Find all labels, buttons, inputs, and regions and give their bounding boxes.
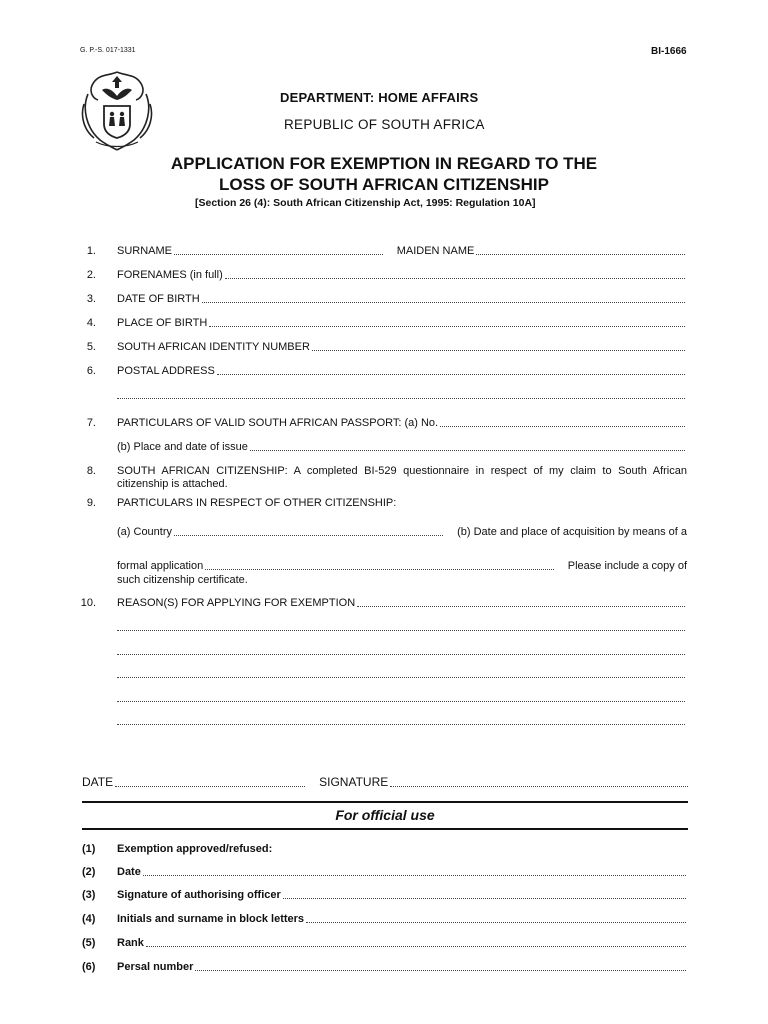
item-number: 8. [86,465,96,477]
item-number: 1. [86,245,96,257]
item-number: 2. [86,269,96,281]
form-subtitle: [Section 26 (4): South African Citizenship Act, 1995: Regulation 10A] [195,197,536,209]
item-number: 10. [80,597,96,609]
forenames-label: FORENAMES (in full) [117,269,223,281]
official-item-number: (3) [82,889,96,901]
reasons-field-line[interactable] [117,692,685,702]
field-row-identity-number [117,341,685,353]
item-number: 7. [86,417,96,429]
field-row-reasons-line [117,715,685,727]
exemption-status-label: Exemption approved/refused: [117,843,273,855]
reasons-field-line[interactable] [117,645,685,655]
citizenship-statement-line2: citizenship is attached. [117,478,228,490]
department-name: DEPARTMENT: HOME AFFAIRS [280,90,479,105]
passport-issue-label: (b) Place and date of issue [117,441,248,453]
authorising-signature-label: Signature of authorising officer [117,889,281,901]
form-title-line2: LOSS OF SOUTH AFRICAN CITIZENSHIP [219,175,549,194]
official-top-rule [82,801,688,803]
forenames-field[interactable] [225,269,685,279]
item-number: 6. [86,365,96,377]
certificate-note: such citizenship certificate. [117,574,248,586]
formal-application-field[interactable] [205,560,554,570]
date-of-birth-field[interactable] [202,293,685,303]
persal-number-field[interactable] [195,961,686,971]
field-row-reasons [117,597,685,609]
signoff-row [82,775,688,789]
official-item-number: (2) [82,866,96,878]
item-number: 4. [86,317,96,329]
postal-address-label: POSTAL ADDRESS [117,365,215,377]
reasons-field[interactable] [357,597,685,607]
form-title [100,153,668,195]
acquisition-label: (b) Date and place of acquisition by means of a [457,526,687,538]
form-code: BI-1666 [651,46,687,57]
official-item [82,961,686,973]
persal-number-label: Persal number [117,961,194,973]
republic-name: REPUBLIC OF SOUTH AFRICA [284,117,485,132]
item-number: 5. [86,341,96,353]
postal-address-field[interactable] [217,365,685,375]
item-number: 3. [86,293,96,305]
field-row-place-of-birth [117,317,685,329]
date-field[interactable] [115,777,305,787]
field-row-postal-address [117,365,685,377]
place-of-birth-field[interactable] [209,317,685,327]
official-item [82,866,686,878]
passport-number-field[interactable] [440,417,685,427]
field-row-reasons-line [117,692,685,704]
reasons-field-line[interactable] [117,715,685,725]
rank-label: Rank [117,937,144,949]
field-row-formal-application [117,560,687,572]
official-item [82,843,686,855]
identity-number-label: SOUTH AFRICAN IDENTITY NUMBER [117,341,310,353]
block-letters-label: Initials and surname in block letters [117,913,305,925]
field-row-country [117,526,687,538]
date-of-birth-label: DATE OF BIRTH [117,293,200,305]
official-item [82,889,686,901]
maiden-name-field[interactable] [476,245,685,255]
country-field[interactable] [174,526,443,536]
identity-number-field[interactable] [312,341,685,351]
signature-label: SIGNATURE [319,775,389,789]
authorising-signature-field[interactable] [283,889,686,899]
reasons-label: REASON(S) FOR APPLYING FOR EXEMPTION [117,597,356,609]
field-row-passport-number [117,417,685,429]
postal-address-field-line2[interactable] [117,389,685,399]
reasons-field-line[interactable] [117,621,685,631]
official-item [82,913,686,925]
field-row-forenames [117,269,685,281]
field-row-surname [117,245,685,257]
item-number: 9. [86,497,96,509]
gps-code: G. P.-S. 017-1331 [80,47,136,54]
rank-field[interactable] [146,937,686,947]
official-date-field[interactable] [143,866,686,876]
block-letters-field[interactable] [306,913,686,923]
field-row-reasons-line [117,621,685,633]
country-label: (a) Country [117,526,173,538]
official-date-label: Date [117,866,141,878]
citizenship-statement [117,465,687,491]
date-label: DATE [82,775,114,789]
field-row-postal-address-line2 [117,389,685,401]
other-citizenship-label: PARTICULARS IN RESPECT OF OTHER CITIZENSHIP: [117,497,397,509]
citizenship-statement-line1: SOUTH AFRICAN CITIZENSHIP: A completed BI-529 questionnaire in respect of my claim to South African [117,465,687,477]
official-bottom-rule [82,828,688,830]
surname-label: SURNAME [117,245,173,257]
passport-number-label: PARTICULARS OF VALID SOUTH AFRICAN PASSPORT: (a) No. [117,417,439,429]
reasons-field-line[interactable] [117,668,685,678]
official-item-number: (5) [82,937,96,949]
include-copy-label: Please include a copy of [567,560,687,572]
field-row-reasons-line [117,668,685,680]
field-row-reasons-line [117,645,685,657]
signature-field[interactable] [390,777,688,787]
field-row-passport-issue [117,441,685,453]
maiden-name-label: MAIDEN NAME [396,245,475,257]
surname-field[interactable] [174,245,383,255]
passport-issue-field[interactable] [250,441,685,451]
form-title-line1: APPLICATION FOR EXEMPTION IN REGARD TO THE [170,154,598,173]
official-use-heading: For official use [335,807,435,823]
official-item-number: (6) [82,961,96,973]
official-item-number: (1) [82,843,96,855]
place-of-birth-label: PLACE OF BIRTH [117,317,208,329]
official-item-number: (4) [82,913,96,925]
coat-of-arms-icon [78,64,156,154]
field-row-date-of-birth [117,293,685,305]
official-item [82,937,686,949]
formal-application-label: formal application [117,560,204,572]
